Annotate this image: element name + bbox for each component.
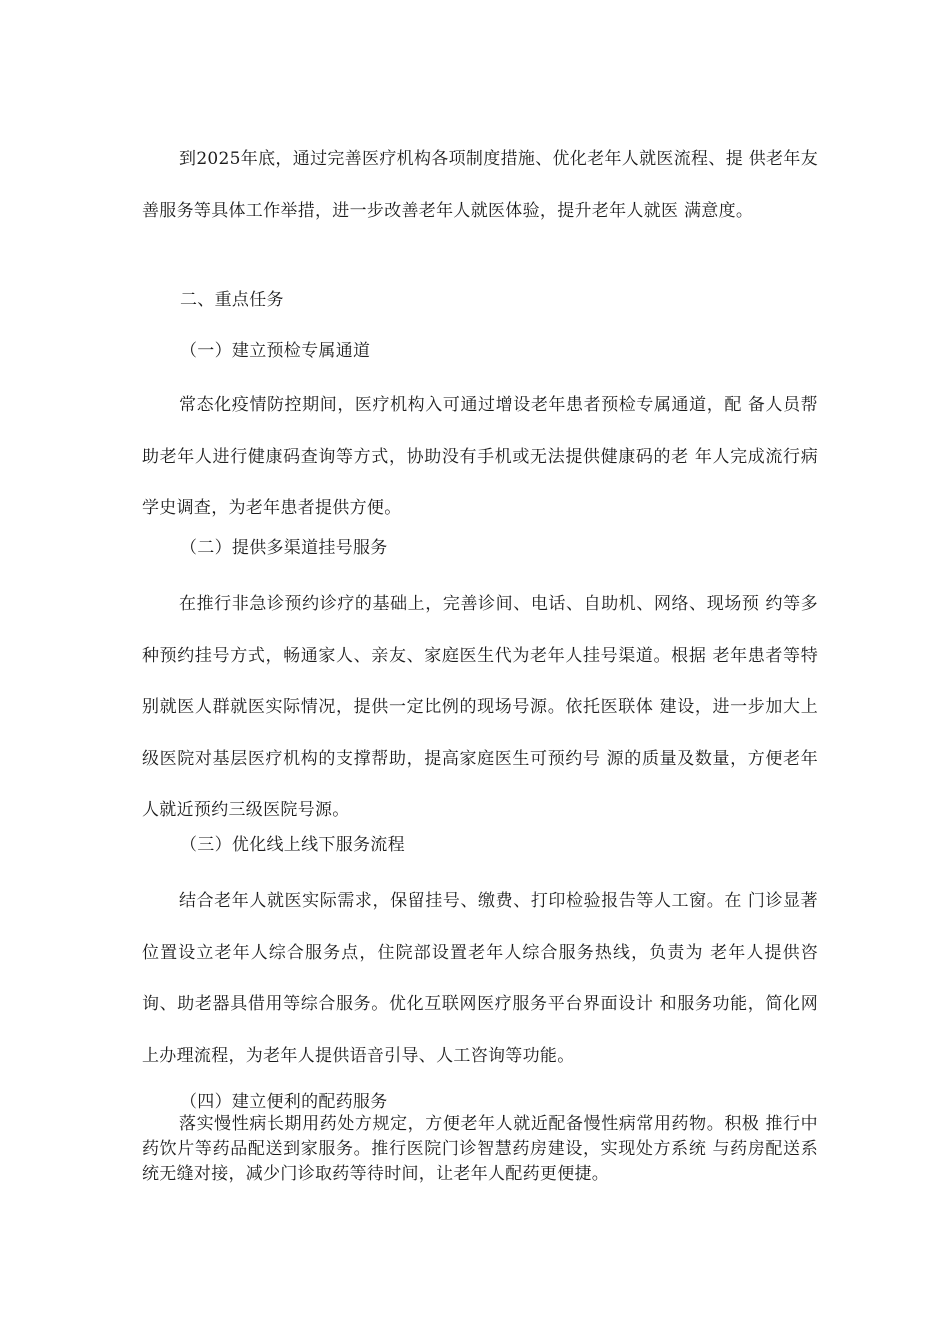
paragraph-medicine-service: 落实慢性病长期用药处方规定，方便老年人就近配备慢性病常用药物。积极 推行中药饮片等药品配送到家服务。推行医院门诊智慧药房建设，实现处方系统 与药房配送系统无缝对接，减少门诊取药等待时间，让老年人配药更便捷。	[142, 1114, 818, 1184]
subheading-multichannel-registration: （二）提供多渠道挂号服务	[180, 538, 388, 558]
paragraph-multichannel-registration: 在推行非急诊预约诊疗的基础上，完善诊间、电话、自助机、网络、现场预 约等多种预约挂号方式，畅通家人、亲友、家庭医生代为老年人挂号渠道。根据 老年患者等特别就医人群就医实际情况，提供一定比例的现场号源。依托医联体 建设，进一步加大上级医院对基层医疗机构的支撑帮助，提高家庭医生可预约号 源的质量及数量，方便老年人就近预约三级医院号源。	[142, 594, 818, 820]
paragraph-pre-screening-channel: 常态化疫情防控期间，医疗机构入可通过增设老年患者预检专属通道，配 备人员帮助老年人进行健康码查询等方式，协助没有手机或无法提供健康码的老 年人完成流行病学史调查，为老年患者提供方便。	[142, 395, 818, 518]
subheading-online-offline-process: （三）优化线上线下服务流程	[180, 835, 405, 855]
section-heading-key-tasks: 二、重点任务	[180, 290, 284, 310]
subheading-medicine-service: （四）建立便利的配药服务	[180, 1092, 388, 1112]
intro-paragraph: 到2025年底，通过完善医疗机构各项制度措施、优化老年人就医流程、提 供老年友善服务等具体工作举措，进一步改善老年人就医体验，提升老年人就医 满意度。	[142, 149, 818, 221]
paragraph-online-offline-process: 结合老年人就医实际需求，保留挂号、缴费、打印检验报告等人工窗。在 门诊显著位置设立老年人综合服务点，住院部设置老年人综合服务热线，负责为 老年人提供咨询、助老器具借用等综合服务。优化互联网医疗服务平台界面设计 和服务功能，简化网上办理流程，为老年人提供语音引导、人工咨询等功能。	[142, 891, 818, 1066]
subheading-pre-screening-channel: （一）建立预检专属通道	[180, 341, 371, 361]
